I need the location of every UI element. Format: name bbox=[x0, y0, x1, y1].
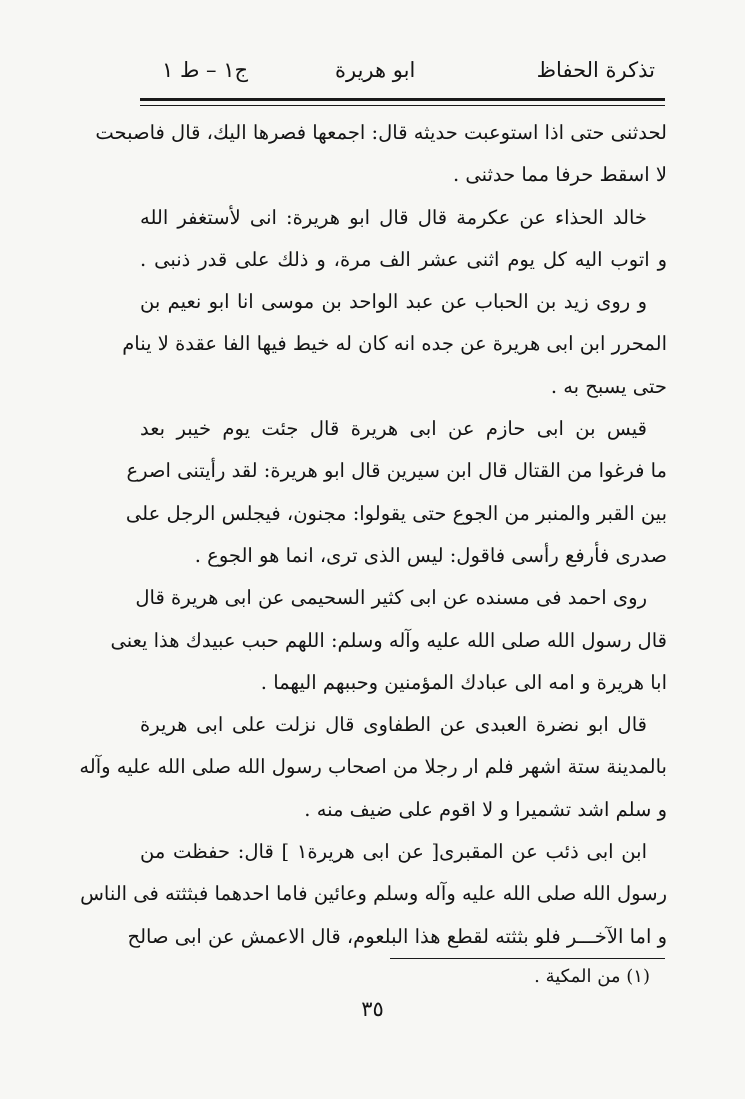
text-line: ابا هريرة و امه الى عبادك المؤمنين وحببهم اليهما . bbox=[260, 670, 667, 694]
text-line: قيس بن ابى حازم عن ابى هريرة قال جئت يوم خيبر بعد bbox=[140, 417, 647, 441]
footnote: (١) من المكية . bbox=[534, 966, 650, 987]
text-line: و اما الآخـــر فلو بثثته لقطع هذا البلعوم، قال الاعمش عن ابى صالح bbox=[127, 924, 667, 948]
header-rule-thick bbox=[140, 98, 665, 101]
text-line: روى احمد فى مسنده عن ابى كثير السحيمى عن ابى هريرة قال bbox=[135, 586, 647, 610]
text-line: ابن ابى ذئب عن المقبرى[ عن ابى هريرة١ ] قال: حفظت من bbox=[140, 840, 647, 864]
text-line: و روى زيد بن الحباب عن عبد الواحد بن موسى انا ابو نعيم بن bbox=[140, 290, 647, 314]
text-line: قال رسول الله صلى الله عليه وآله وسلم: اللهم حبب عبيدك هذا يعنى bbox=[110, 628, 667, 652]
text-line: حتى يسبح به . bbox=[550, 374, 667, 398]
header-rule-thin bbox=[140, 105, 665, 106]
page-number: ٣٥ bbox=[361, 997, 384, 1021]
text-line: ما فرغوا من القتال قال ابن سيرين قال ابو هريرة: لقد رأيتنى اصرع bbox=[126, 459, 667, 483]
chapter-title: ابو هريرة bbox=[335, 58, 416, 82]
text-line: بين القبر والمنبر من الجوع حتى يقولوا: مجنون، فيجلس الرجل على bbox=[125, 501, 667, 525]
text-line: المحرر ابن ابى هريرة عن جده انه كان له خيط فيها الفا عقدة لا ينام bbox=[122, 332, 667, 356]
text-line: لحدثنى حتى اذا استوعبت حديثه قال: اجمعها فصرها اليك، قال فاصبحت bbox=[95, 121, 667, 144]
text-line: لا اسقط حرفا مما حدثنى . bbox=[452, 163, 667, 187]
text-line: رسول الله صلى الله عليه وآله وسلم وعائين فاما احدهما فبثثته فى الناس bbox=[80, 882, 667, 906]
text-line: و سلم اشد تشميرا و لا اقوم على ضيف منه . bbox=[304, 797, 667, 821]
text-line: قال ابو نضرة العبدى عن الطفاوى قال نزلت على ابى هريرة bbox=[140, 713, 647, 737]
body-text bbox=[79, 112, 667, 958]
footnote-rule bbox=[390, 958, 665, 959]
volume-marker: ج١ – ط ١ bbox=[162, 58, 249, 82]
text-line: و اتوب اليه كل يوم اثنى عشر الف مرة، و ذلك على قدر ذنبى . bbox=[140, 247, 667, 271]
text-line: صدرى فأرفع رأسى فاقول: ليس الذى ترى، انما هو الجوع . bbox=[194, 543, 667, 567]
running-head bbox=[150, 58, 655, 94]
text-line: بالمدينة ستة اشهر فلم ار رجلا من اصحاب رسول الله صلى الله عليه وآله bbox=[79, 755, 667, 779]
text-line: خالد الحذاء عن عكرمة قال قال ابو هريرة: انى لأستغفر الله bbox=[140, 205, 647, 229]
book-title: تذكرة الحفاظ bbox=[536, 58, 655, 82]
